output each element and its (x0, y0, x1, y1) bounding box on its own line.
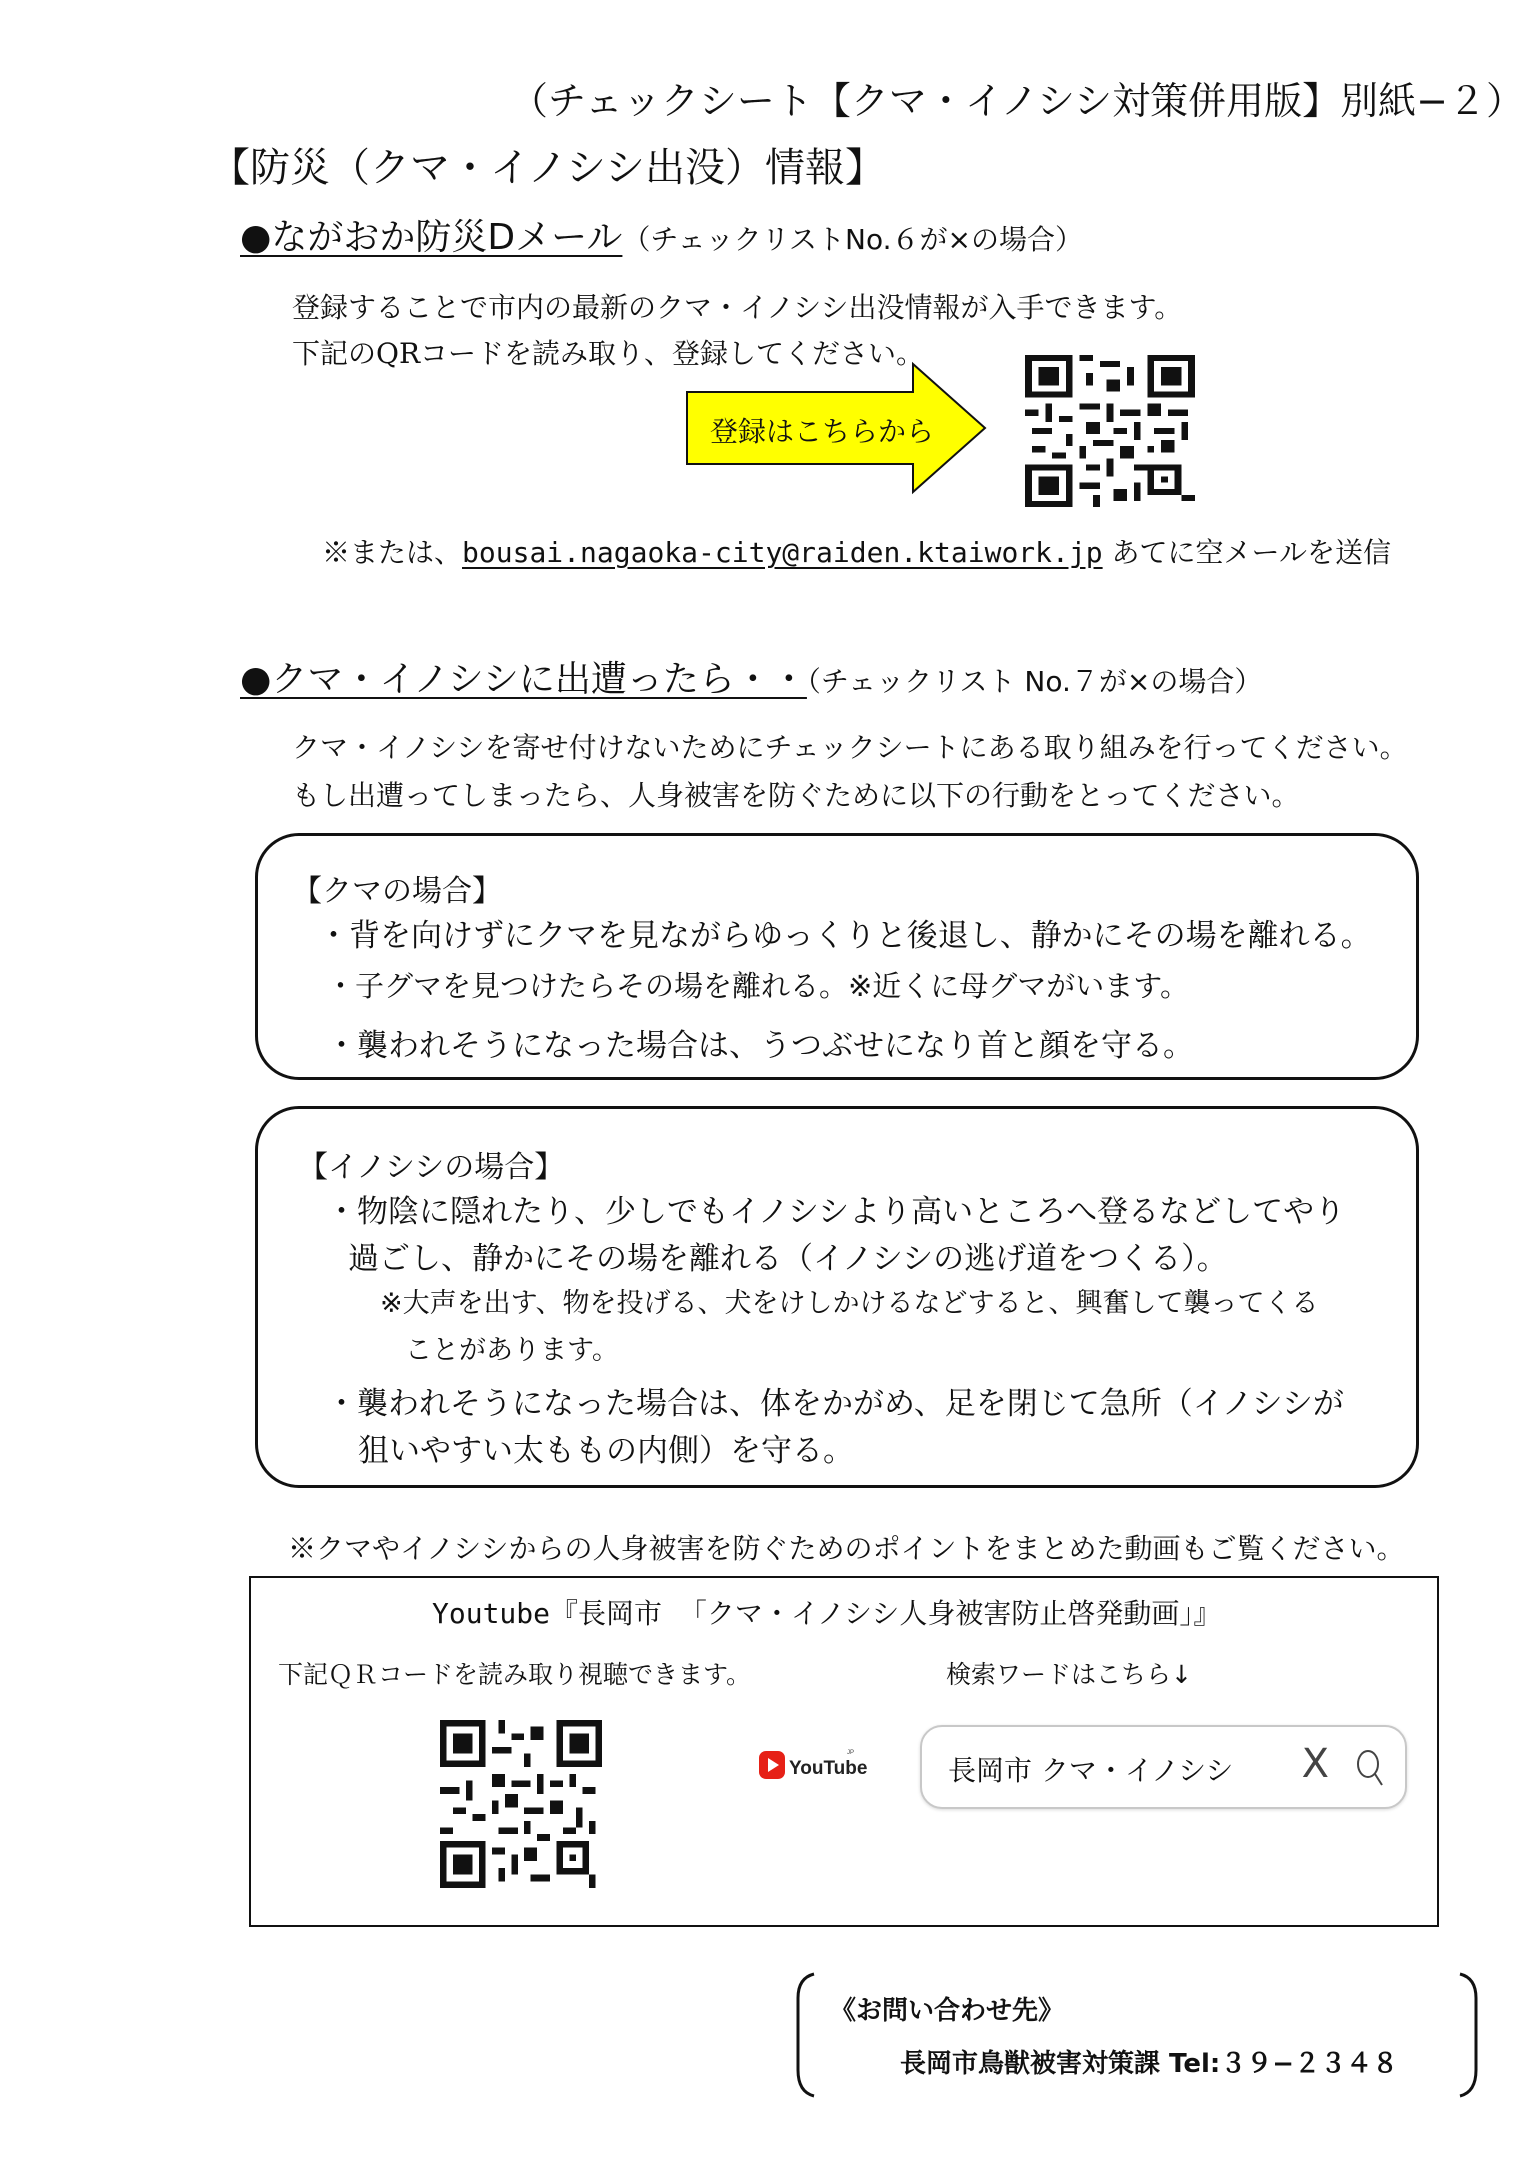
boar-item-2b: 狙いやすい太ももの内側）を守る。 (358, 1433, 854, 1469)
video-note: ※クマやイノシシからの人身被害を防ぐためのポイントをまとめた動画もご覧ください。 (288, 1532, 1405, 1565)
page-title: 【防災（クマ・イノシシ出没）情報】 (210, 145, 885, 191)
email-link[interactable]: bousai.nagaoka-city@raiden.ktaiwork.jp (462, 536, 1103, 569)
section1-line2: 下記のQRコードを読み取り、登録してください。 (292, 337, 925, 370)
section2-heading (240, 651, 1262, 702)
section1-title: ●ながおか防災Dメール (240, 217, 623, 258)
bear-item-2: ・子グマを見つけたらその場を離れる。※近くに母グマがいます。 (326, 969, 1189, 1003)
contact-line: 長岡市鳥獣被害対策課 Tel:３９−２３４８ (900, 2049, 1399, 2079)
boar-note-a: ※大声を出す、物を投げる、犬をけしかけるなどすると、興奮して襲ってくる (380, 1288, 1319, 1319)
bear-box-title: 【クマの場合】 (292, 874, 502, 909)
section1-line1: 登録することで市内の最新のクマ・イノシシ出没情報が入手できます。 (292, 291, 1183, 324)
section2-line1: クマ・イノシシを寄せ付けないためにチェックシートにある取り組みを行ってください。 (292, 731, 1408, 764)
youtube-logo-text: YouTube (789, 1758, 868, 1779)
boar-item-2a: ・襲われそうになった場合は、体をかがめ、足を閉じて急所（イノシシが (326, 1386, 1344, 1422)
section1-heading (240, 209, 1083, 260)
qr-code-icon[interactable] (1025, 355, 1195, 507)
clear-icon[interactable]: X (1301, 1741, 1329, 1787)
bear-item-3: ・襲われそうになった場合は、うつぶせになり首と顔を守る。 (326, 1028, 1194, 1064)
email-prefix: ※または、 (322, 536, 463, 569)
youtube-logo-sup: JP (847, 1750, 855, 1756)
boar-box-title: 【イノシシの場合】 (298, 1150, 565, 1185)
section2-title: ●クマ・イノシシに出遭ったら・・ (240, 659, 807, 700)
section2-sub: （チェックリスト No.７が×の場合） (806, 665, 1263, 698)
boar-note-b: ことがあります。 (405, 1335, 619, 1366)
search-bar[interactable] (920, 1725, 1407, 1809)
boar-item-1a: ・物陰に隠れたり、少しでもイノシシより高いところへ登るなどしてやり (326, 1194, 1346, 1230)
youtube-qr-text: 下記ＱＲコードを読み取り視聴できます。 (278, 1660, 752, 1689)
youtube-title: Youtube『長岡市 「クマ・イノシシ人身被害防止啓発動画」』 (432, 1597, 1222, 1630)
header-note: （チェックシート【クマ・イノシシ対策併用版】別紙−２） (510, 79, 1524, 123)
email-line (322, 531, 1391, 571)
search-icon[interactable] (1353, 1745, 1387, 1789)
youtube-qr-code-icon[interactable] (440, 1720, 602, 1888)
search-input[interactable]: 長岡市 クマ・イノシシ (948, 1754, 1234, 1787)
email-suffix: あてに空メールを送信 (1111, 536, 1391, 569)
boar-item-1b: 過ごし、静かにその場を離れる（イノシシの逃げ道をつくる）。 (348, 1241, 1228, 1277)
register-arrow-label: 登録はこちらから (710, 415, 935, 448)
youtube-logo-icon[interactable] (757, 1740, 868, 1790)
section1-sub: （チェックリストNo.６が×の場合） (622, 223, 1083, 256)
section2-line2: もし出遭ってしまったら、人身被害を防ぐために以下の行動をとってください。 (292, 779, 1300, 812)
bear-item-1: ・背を向けずにクマを見ながらゆっくりと後退し、静かにその場を離れる。 (318, 918, 1372, 954)
search-hint: 検索ワードはこちら↓ (946, 1660, 1192, 1689)
contact-title: 《お問い合わせ先》 (830, 1996, 1065, 2026)
